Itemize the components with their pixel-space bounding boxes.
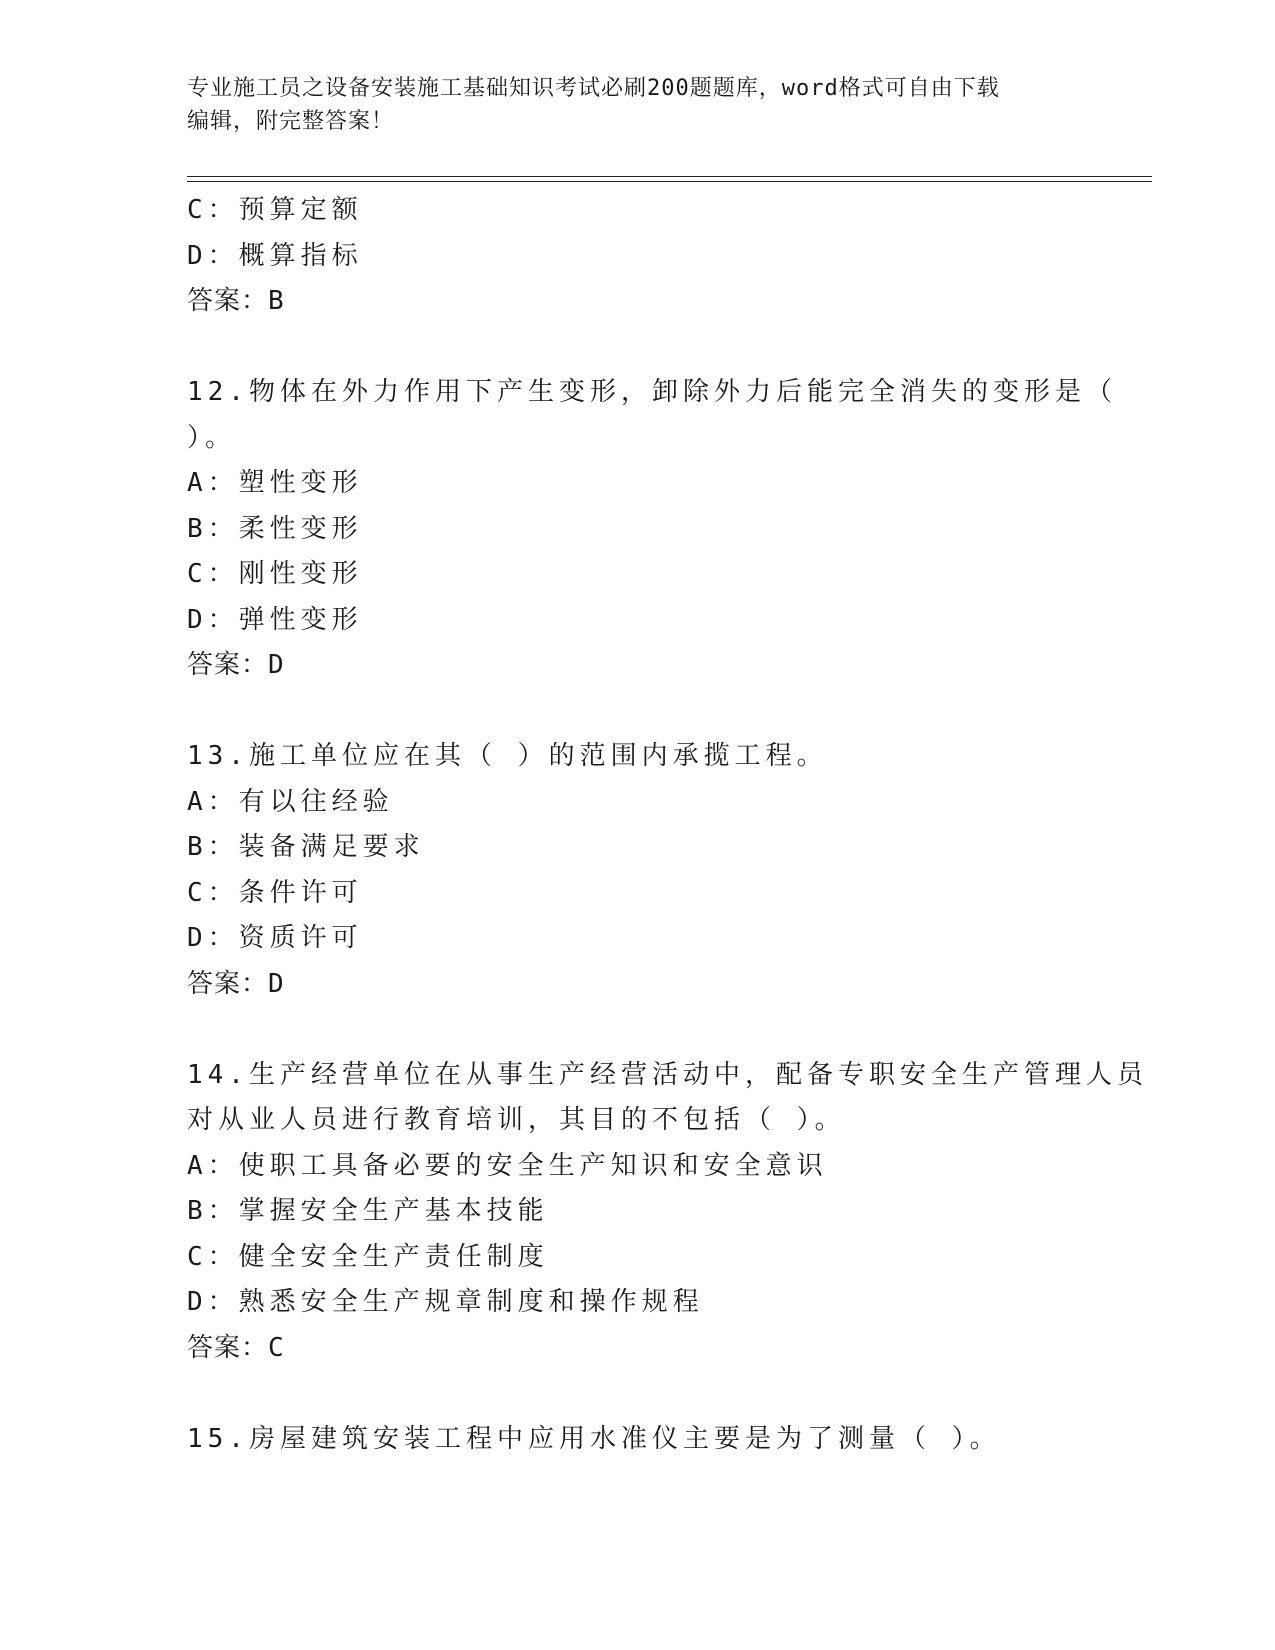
spacer xyxy=(187,1371,1087,1417)
option-d: D：概算指标 xyxy=(187,240,363,271)
header-line-2: 编辑，附完整答案！ xyxy=(187,109,395,134)
option-a: A：使职工具备必要的安全生产知识和安全意识 xyxy=(187,1150,828,1181)
question-14 xyxy=(187,1053,1148,1372)
answer: 答案：B xyxy=(187,286,285,316)
answer: 答案：C xyxy=(187,1332,285,1363)
question-15 xyxy=(187,1417,1087,1463)
option-c: C：健全安全生产责任制度 xyxy=(187,1241,549,1272)
spacer xyxy=(187,325,1087,371)
option-d: D：熟悉安全生产规章制度和操作规程 xyxy=(187,1287,704,1317)
option-c: C：刚性变形 xyxy=(187,559,363,589)
spacer xyxy=(187,1007,1087,1053)
header-divider-top xyxy=(187,176,1152,177)
question-stem-cont: ）。 xyxy=(187,422,237,453)
question-13 xyxy=(187,734,1087,1007)
option-c: C：预算定额 xyxy=(187,195,363,225)
option-b: B：柔性变形 xyxy=(187,513,363,544)
document-header xyxy=(187,72,1067,138)
option-c: C：条件许可 xyxy=(187,877,363,908)
option-d: D：资质许可 xyxy=(187,923,363,953)
question-stem: 15.房屋建筑安装工程中应用水准仪主要是为了测量（ ）。 xyxy=(187,1423,1001,1454)
answer: 答案：D xyxy=(187,968,285,999)
question-stem-cont: 对从业人员进行教育培训，其目的不包括（ ）。 xyxy=(187,1105,846,1135)
header-divider-bottom xyxy=(187,181,1152,182)
question-stem: 13.施工单位应在其（ ）的范围内承揽工程。 xyxy=(187,741,828,771)
question-stem: 12.物体在外力作用下产生变形，卸除外力后能完全消失的变形是（ xyxy=(187,377,1117,407)
option-b: B：装备满足要求 xyxy=(187,832,425,862)
option-d: D：弹性变形 xyxy=(187,604,363,635)
option-a: A：有以往经验 xyxy=(187,786,394,817)
question-stem: 14.生产经营单位在从事生产经营活动中，配备专职安全生产管理人员 xyxy=(187,1059,1148,1090)
question-11-tail xyxy=(187,188,1087,325)
header-line-1: 专业施工员之设备安装施工基础知识考试必刷200题题库，word格式可自由下载 xyxy=(187,76,1000,101)
option-b: B：掌握安全生产基本技能 xyxy=(187,1196,549,1226)
question-12 xyxy=(187,370,1117,689)
document-body xyxy=(187,188,1148,1462)
option-a: A：塑性变形 xyxy=(187,468,363,498)
answer: 答案：D xyxy=(187,650,285,680)
spacer xyxy=(187,689,1087,735)
